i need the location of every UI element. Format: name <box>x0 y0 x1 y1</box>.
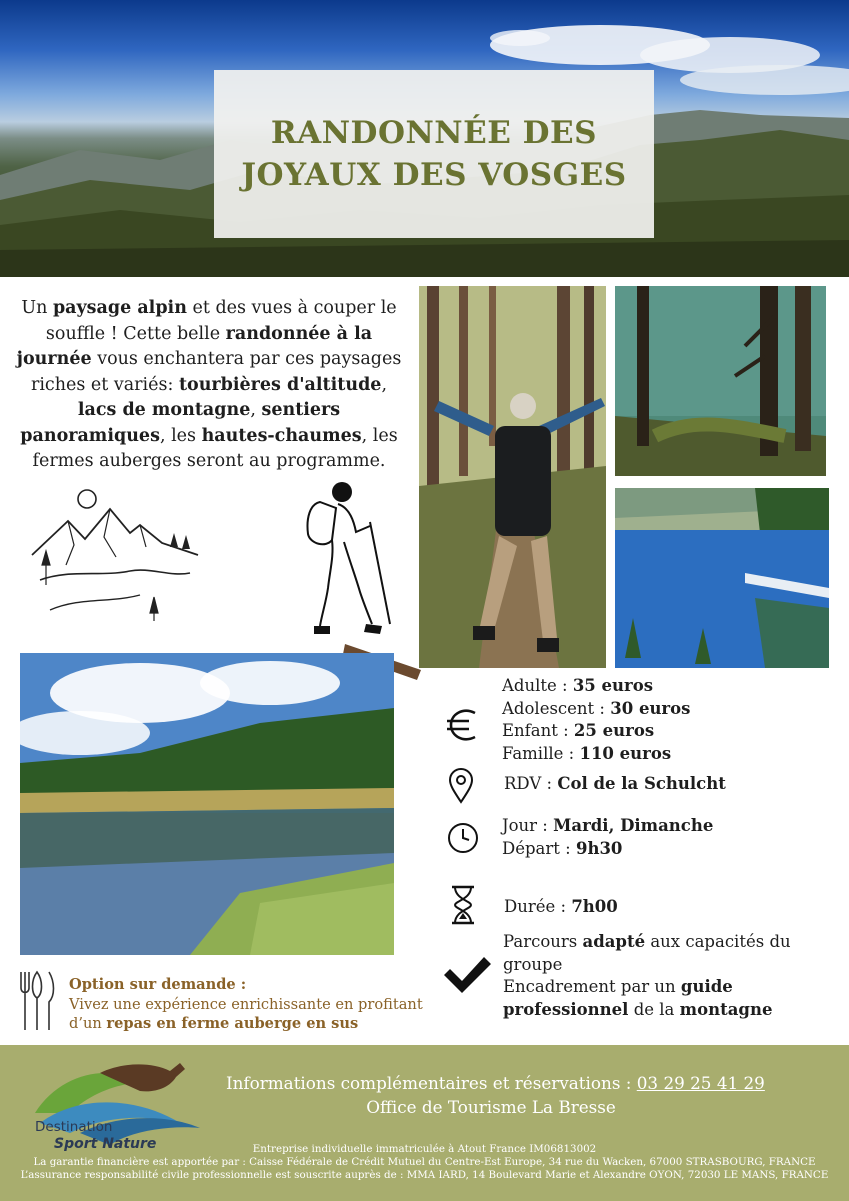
price-list <box>502 675 690 765</box>
intro-paragraph <box>14 296 404 475</box>
intro-run: sentiers panoramiques <box>20 400 341 446</box>
cutlery-icon <box>17 968 57 1034</box>
hiker-sketch-icon <box>298 478 398 643</box>
price-child: Enfant : 25 euros <box>502 721 655 740</box>
hourglass-icon <box>450 885 476 925</box>
logo-line-sport-nature: Sport Nature <box>54 1136 157 1152</box>
price-adult: Adulte : 35 euros <box>502 676 654 695</box>
peat-bog-lake-photo <box>20 653 394 955</box>
price-family: Famille : 110 euros <box>502 743 672 763</box>
checkmark-icon <box>442 955 492 995</box>
clock-icon <box>447 822 479 854</box>
intro-run: , <box>381 374 388 395</box>
tourism-office: Office de Tourisme La Bresse <box>366 1097 616 1117</box>
mountain-sketch-icon <box>30 485 200 630</box>
contact-line: Informations complémentaires et réservations : 03 29 25 41 29 <box>226 1073 765 1093</box>
intro-run: , <box>250 400 262 420</box>
intro-run: paysage alpin <box>52 298 187 318</box>
option-title: Option sur demande : <box>69 976 247 993</box>
intro-run: vous enchantera par ces paysages riches et variés: <box>30 349 402 395</box>
euro-icon <box>447 708 479 742</box>
intro-run: , les <box>159 425 202 446</box>
price-teen: Adolescent : 30 euros <box>502 698 691 718</box>
intro-run: , les fermes auberges seront au programme. <box>32 425 398 471</box>
intro-run: lacs de montagne <box>77 400 251 420</box>
intro-run: randonnée à la journée <box>16 323 373 369</box>
duration: Durée : 7h00 <box>504 897 618 916</box>
intro-run: hautes-chaumes <box>201 425 362 446</box>
forest-lake-photo <box>615 286 826 476</box>
schedule: Jour : Mardi, Dimanche Départ : 9h30 <box>502 816 714 858</box>
header-banner-photo <box>0 0 849 277</box>
location-pin-icon <box>448 768 474 804</box>
page-title: RANDONNÉE DES JOYAUX DES VOSGES <box>241 115 627 193</box>
meal-option: Option sur demande : Vivez une expérience enrichissante en profitant d’un repas en ferme auberge en sus <box>69 975 449 1034</box>
phone-link[interactable]: 03 29 25 41 29 <box>636 1073 765 1093</box>
title-box <box>214 70 654 238</box>
intro-run: Un <box>21 298 53 318</box>
legal-notice: Entreprise individuelle immatriculée à Atout France IM06813002 La garantie financière est apportée par : Caisse Fédérale de Crédit Mutuel du Centre-Est Europe, 34 rue du Wacken, 67000 STRASBOURG, FRANCE L’assurance responsabilité civile professionnelle est souscrite auprès de : MMA IARD, 14 Boulevard Marie et Alexandre OYON, 72030 LE MANS, FRANCE <box>20 1143 829 1181</box>
logo-line-destination: Destination <box>35 1119 113 1135</box>
intro-run: tourbières d'altitude <box>178 374 382 395</box>
hiker-forest-photo <box>419 286 606 668</box>
meeting-point: RDV : Col de la Schulcht <box>504 774 726 793</box>
intro-run: et des vues à couper le souffle ! Cette belle <box>45 298 397 344</box>
blue-lake-photo <box>615 488 829 668</box>
course-details: Parcours adapté aux capacités du groupe Encadrement par un guide professionnel de la montagne <box>503 932 791 1019</box>
